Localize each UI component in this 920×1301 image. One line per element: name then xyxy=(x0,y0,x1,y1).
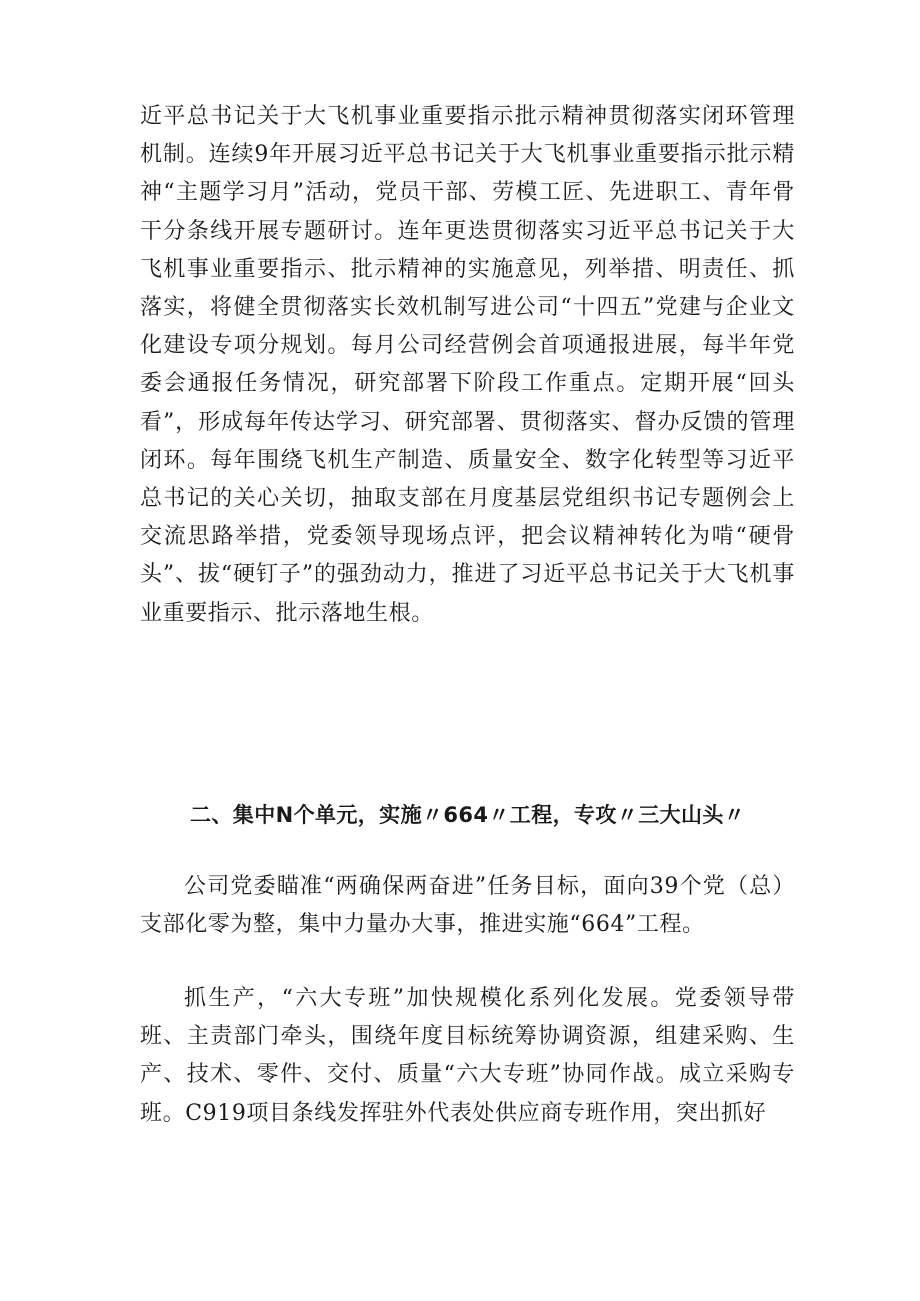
paragraph-six-special-teams: 抓生产，“六大专班”加快规模化系列化发展。党委领导带班、主责部门牵头，围绕年度目标统筹协调资源，组建采购、生产、技术、零件、交付、质量“六大专班”协同作战。成立采购专班。C919项目条线发挥驻外代表处供应商专班作用，突出抓好 xyxy=(140,986,795,1126)
section-heading-2: 二、集中N个单元，实施〃664〃工程，专攻〃三大山头〃 xyxy=(190,803,746,827)
paragraph-664-project-intro: 公司党委瞄准“两确保两奋进”任务目标，面向39个党（总）支部化零为整，集中力量办大事，推进实施“664”工程。 xyxy=(140,874,795,938)
paragraph-closed-loop-mechanism: 近平总书记关于大飞机事业重要指示批示精神贯彻落实闭环管理机制。连续9年开展习近平总书记关于大飞机事业重要指示批示精神“主题学习月”活动，党员干部、劳模工匠、先进职工、青年骨干分条线开展专题研讨。连年更迭贯彻落实习近平总书记关于大飞机事业重要指示、批示精神的实施意见，列举措、明责任、抓落实，将健全贯彻落实长效机制写进公司“十四五”党建与企业文化建设专项分规划。每月公司经营例会首项通报进展，每半年党委会通报任务情况，研究部署下阶段工作重点。定期开展“回头看”，形成每年传达学习、研究部署、贯彻落实、督办反馈的管理闭环。每年围绕飞机生产制造、质量安全、数字化转型等习近平总书记的关心关切，抽取支部在月度基层党组织书记专题例会上交流思路举措，党委领导现场点评，把会议精神转化为啃“硬骨头”、拔“硬钉子”的强劲动力，推进了习近平总书记关于大飞机事业重要指示、批示落地生根。 xyxy=(140,104,795,626)
